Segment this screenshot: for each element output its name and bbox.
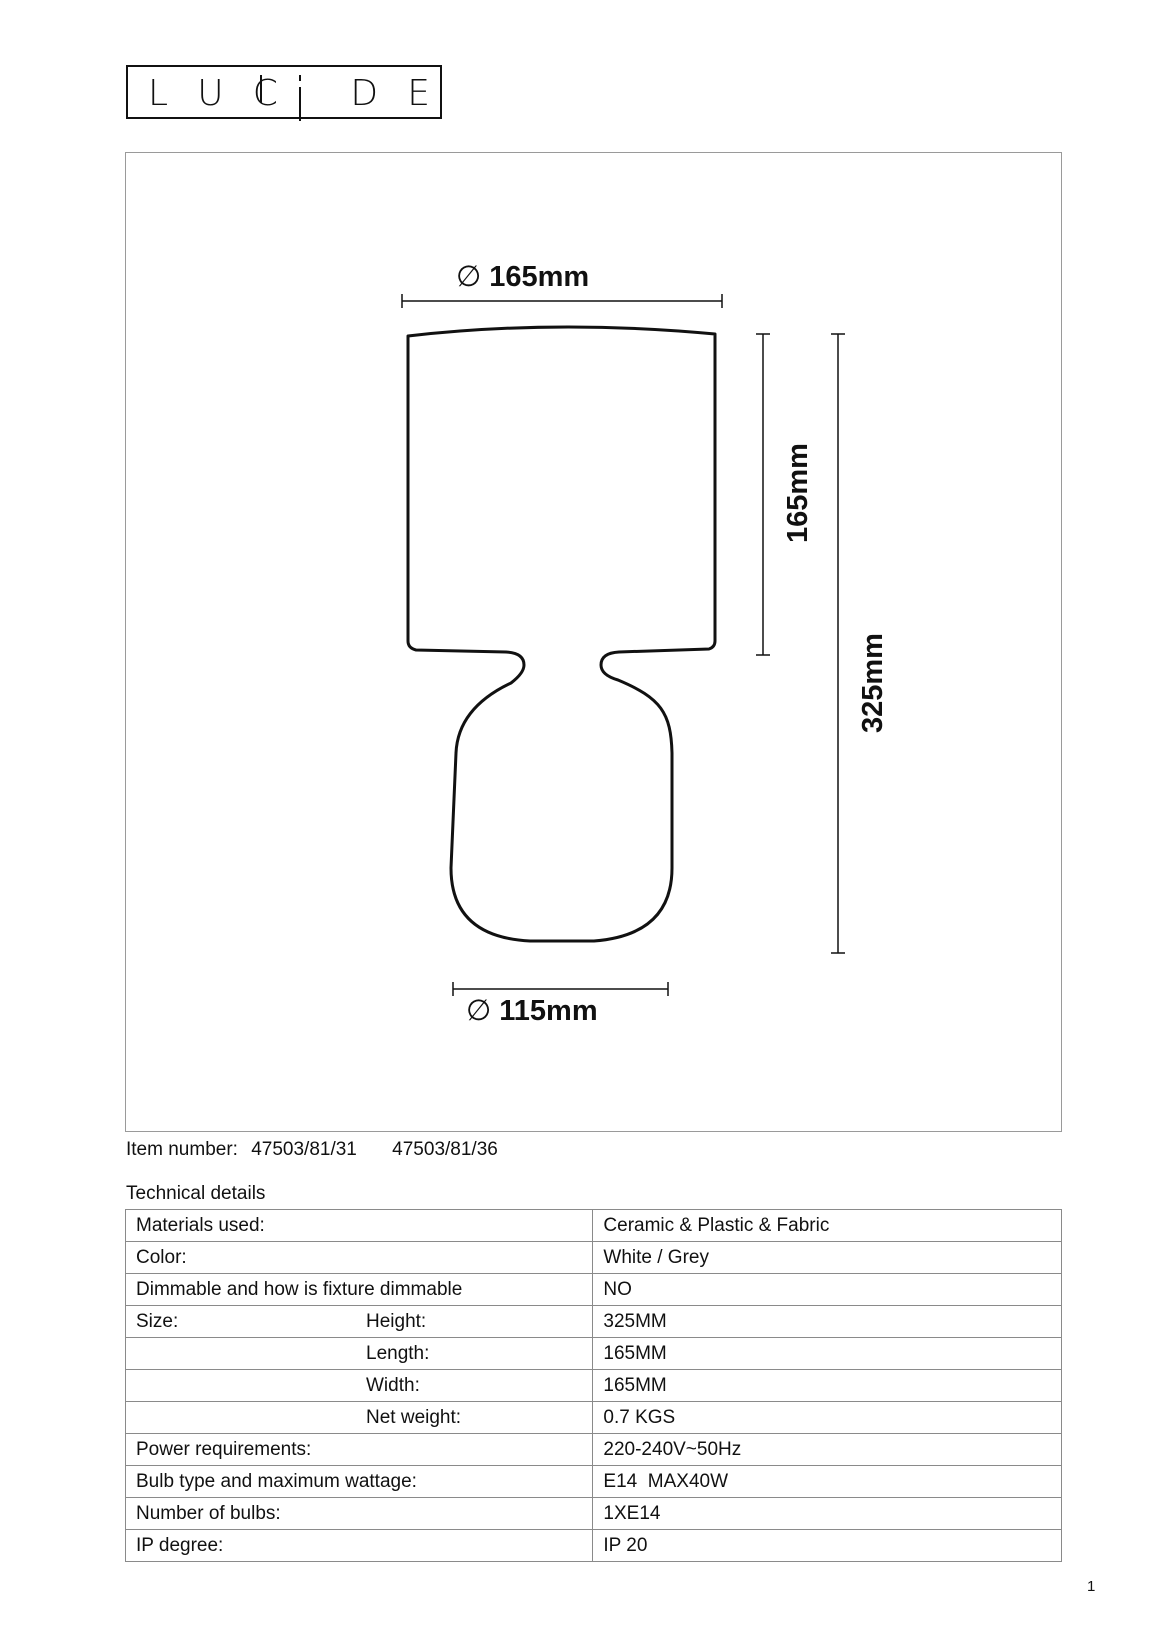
row-label: Bulb type and maximum wattage: <box>136 1470 417 1492</box>
logo-letter: L <box>148 73 169 114</box>
row-sublabel: Length: <box>366 1342 430 1364</box>
bottom-diameter-label: ∅ 115mm <box>466 995 598 1027</box>
row-value: 220-240V~50Hz <box>593 1434 1062 1466</box>
row-label: Color: <box>136 1246 187 1268</box>
row-value: 1XE14 <box>593 1498 1062 1530</box>
row-value: Ceramic & Plastic & Fabric <box>593 1210 1062 1242</box>
item-code: 47503/81/36 <box>392 1139 498 1160</box>
logo-letter: E <box>407 73 430 114</box>
shade-height-label: 165mm <box>782 443 814 543</box>
row-label: Materials used: <box>136 1214 265 1236</box>
top-diameter-label: ∅ 165mm <box>456 261 590 293</box>
row-label: IP degree: <box>136 1534 224 1556</box>
page-number: 1 <box>1087 1578 1096 1595</box>
table-row <box>126 1370 1062 1402</box>
row-value: 325MM <box>593 1306 1062 1338</box>
brand-logo <box>126 65 442 119</box>
table-row <box>126 1210 1062 1242</box>
item-number-line <box>126 1139 506 1161</box>
table-row <box>126 1242 1062 1274</box>
table-row <box>126 1274 1062 1306</box>
table-row <box>126 1498 1062 1530</box>
table-row <box>126 1306 1062 1338</box>
table-row <box>126 1402 1062 1434</box>
table-row <box>126 1530 1062 1562</box>
table-row <box>126 1338 1062 1370</box>
row-value: E14 MAX40W <box>593 1466 1062 1498</box>
row-value: White / Grey <box>593 1242 1062 1274</box>
item-number-label: Item number: <box>126 1139 238 1160</box>
product-drawing <box>125 152 1062 1132</box>
row-label: Size: <box>136 1310 179 1332</box>
row-label: Dimmable and how is fixture dimmable <box>136 1278 463 1300</box>
row-sublabel: Height: <box>366 1310 427 1332</box>
logo-letter: D <box>350 73 379 114</box>
logo-letter: C <box>252 73 278 114</box>
lamp-outline-drawing <box>126 153 1063 1133</box>
technical-details-title: Technical details <box>126 1183 266 1204</box>
row-label: Power requirements: <box>136 1438 312 1460</box>
logo-letter: U <box>197 73 224 114</box>
row-value: 0.7 KGS <box>593 1402 1062 1434</box>
row-label: Number of bulbs: <box>136 1502 281 1524</box>
row-sublabel: Net weight: <box>366 1406 462 1428</box>
row-value: IP 20 <box>593 1530 1062 1562</box>
row-value: 165MM <box>593 1338 1062 1370</box>
row-value: NO <box>593 1274 1062 1306</box>
total-height-label: 325mm <box>857 633 889 733</box>
table-row <box>126 1466 1062 1498</box>
row-sublabel: Width: <box>366 1374 420 1396</box>
item-code: 47503/81/31 <box>251 1139 357 1160</box>
table-row <box>126 1434 1062 1466</box>
row-value: 165MM <box>593 1370 1062 1402</box>
logo-bar-marks <box>128 67 444 121</box>
technical-details-table <box>125 1209 1062 1562</box>
